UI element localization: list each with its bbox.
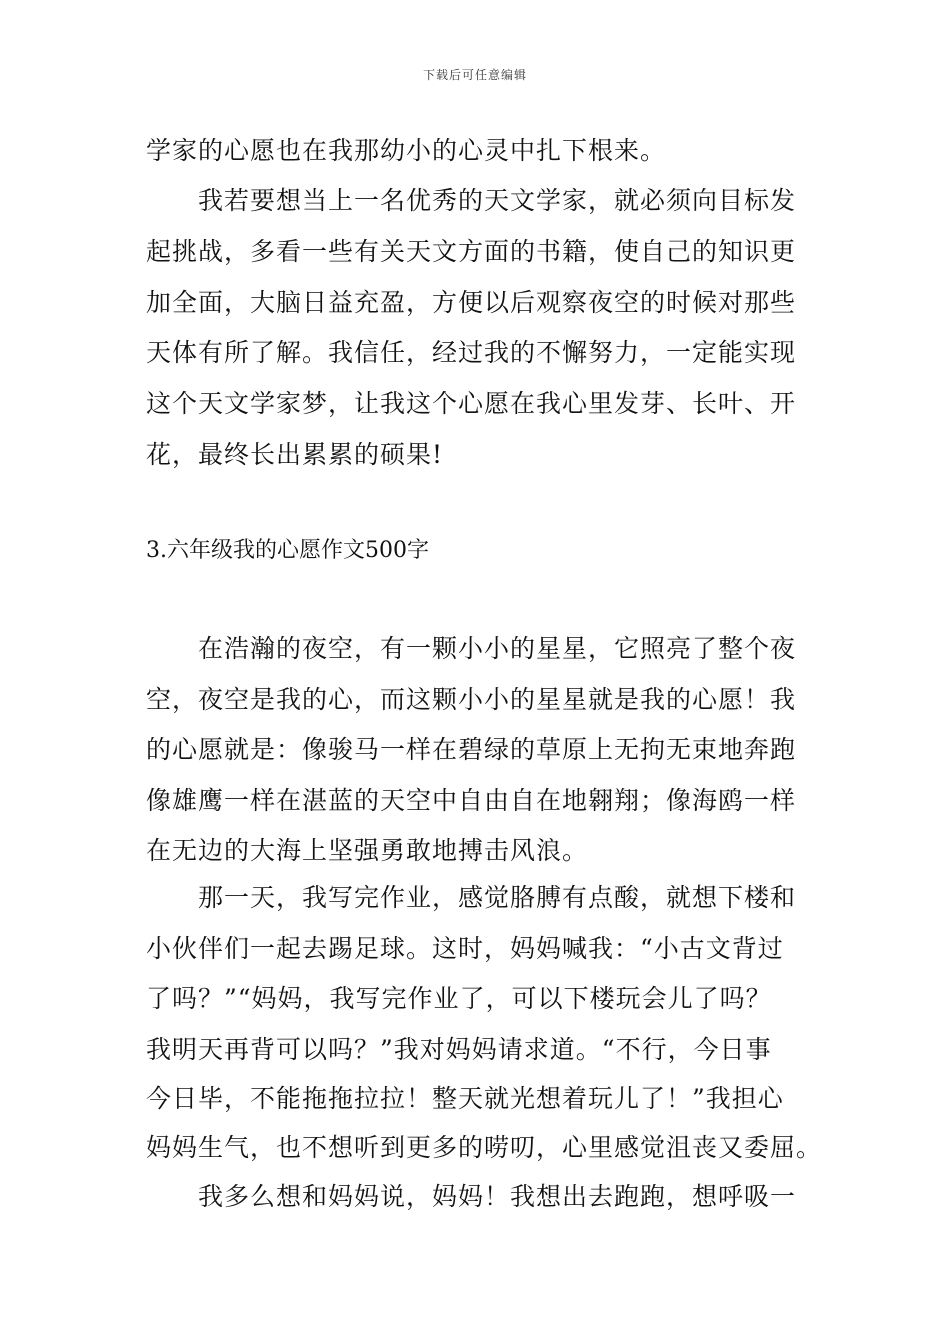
paragraph-line: 起挑战，多看一些有关天文方面的书籍，使自己的知识更 [146,237,797,266]
paragraph-line: 我明天再背可以吗？”我对妈妈请求道。“不行，今日事 [146,1035,772,1064]
paragraph-line: 在浩瀚的夜空，有一颗小小的星星，它照亮了整个夜 [198,634,797,663]
paragraph-line: 那一天，我写完作业，感觉胳膊有点酸，就想下楼和 [198,883,797,912]
paragraph-line: 学家的心愿也在我那幼小的心灵中扎下根来。 [146,136,667,165]
paragraph-line: 我若要想当上一名优秀的天文学家，就必须向目标发 [198,186,797,215]
paragraph-line: 妈妈生气，也不想听到更多的唠叨，心里感觉沮丧又委屈。 [146,1133,823,1162]
paragraph-line: 今日毕，不能拖拖拉拉！整天就光想着玩儿了！”我担心 [146,1084,784,1113]
paragraph-line: 加全面，大脑日益充盈，方便以后观察夜空的时候对那些 [146,288,797,317]
paragraph-line: 这个天文学家梦，让我这个心愿在我心里发芽、长叶、开 [146,389,797,418]
header-note: 下载后可任意编辑 [422,68,527,82]
paragraph-line: 了吗？”“妈妈，我写完作业了，可以下楼玩会儿了吗？ [146,984,772,1013]
paragraph-line: 在无边的大海上坚强勇敢地搏击风浪。 [146,836,589,865]
paragraph-line: 花，最终长出累累的硕果! [146,440,444,469]
paragraph-line: 像雄鹰一样在湛蓝的天空中自由自在地翱翔；像海鸥一样 [146,786,797,815]
paragraph-line: 我多么想和妈妈说，妈妈！我想出去跑跑，想呼吸一 [198,1182,797,1211]
paragraph-line: 小伙伴们一起去踢足球。这时，妈妈喊我：“小古文背过 [146,934,784,963]
section-heading: 3.六年级我的心愿作文500字 [146,538,429,563]
paragraph-line: 的心愿就是：像骏马一样在碧绿的草原上无拘无束地奔跑 [146,735,797,764]
paragraph-line: 天体有所了解。我信任，经过我的不懈努力，一定能实现 [146,338,797,367]
paragraph-line: 空，夜空是我的心，而这颗小小的星星就是我的心愿！我 [146,685,797,714]
